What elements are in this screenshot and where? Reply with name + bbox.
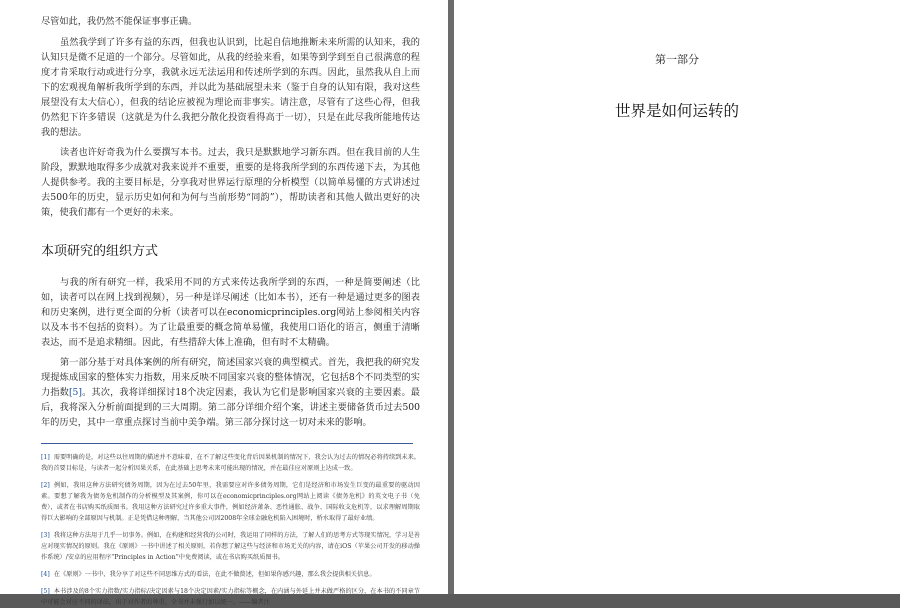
footnote [41, 586, 420, 608]
footnote [41, 530, 420, 563]
footnotes [41, 452, 420, 608]
paragraph: 与我的所有研究一样，我采用不同的方式来传达我所学到的东西，一种是简要阐述（比如，读者可以在网上找到视频），另一种是详尽阐述（比如本书），还有一种是通过更多的图表和历史案例，进行更全面的分析（读者可以在economicprinciples.org网站上参阅相关内容以及本书不包括的资料）。为了让最重要的概念简单易懂，我使用口语化的语言，侧重于清晰表达，而不是追求精细。因此，有些措辞大体上准确，但有时不太精确。 [41, 277, 420, 348]
left-page [0, 0, 448, 606]
footnote [41, 569, 420, 580]
footnote-number-link[interactable]: [4] [41, 571, 50, 578]
footnote [41, 480, 420, 524]
part-label: 第一部分 [655, 53, 699, 66]
footnote-text: 在《原则》一书中，我分享了对这些不同思维方式的看法，在此不做赘述，但如果你感兴趣，那么我会提供相关信息。 [53, 571, 376, 578]
footnote-number-link[interactable]: [1] [41, 454, 50, 461]
paragraph [41, 355, 420, 430]
right-page [454, 0, 900, 594]
footnote-number-link[interactable]: [3] [41, 532, 50, 539]
paragraph: 虽然我学到了许多有益的东西，但我也认识到，比起自信地推断未来所需的认知来，我的认知只是微不足道的一个部分。尽管如此，从我的经验来看，如果等到学到至自己很满意的程度才肯采取行动或进行分享，我就永远无法运用和传述所学到的东西。因此，虽然我从自上而下的宏观视角解析我所学到的东西，并以此为基础展望未来（鉴于自身的认知有限，我对这些展望没有太大信心），但我的结论应被视为理论而非事实。请注意，尽管有了这些心得，但我仍然犯下许多错误（这就是为什么我把分散化投资看得高于一切），只是在此尽我所能地传达我的想法。 [41, 37, 420, 138]
footnote-text: 我将这种方法用于几乎一切事务。例如，在构建和经营我的公司时，我运用了同样的方法，了解人们的思考方式等现实情况，学习是善应对现实情况的原则。我在《原则》一书中讲述了相关原则，若你想了解这些与经济和市场无关的内容，请在iOS（苹果公司开发的移动操作系统）/安卓的应用程序“Principles in Action”中免费阅读，或在书店购买纸质图书。 [41, 532, 420, 561]
part-title: 世界是如何运转的 [614, 102, 739, 120]
paragraph: 尽管如此，我仍然不能保证事事正确。 [41, 16, 198, 27]
footnote-divider [41, 443, 413, 444]
footnote-number-link[interactable]: [5] [41, 588, 50, 595]
footnote-ref-link[interactable]: [5] [68, 387, 82, 398]
paragraph-text: 第一部分基于对具体案例的所有研究，简述国家兴衰的典型模式。首先，我把我的研究发现提炼成国家的整体实力指数，用来反映不同国家兴衰的整体情况，它包括8个不同类型的实力指数 [41, 357, 420, 398]
footnote-text: 本书涉及的8个实力指数/实力指标/决定因素与18个决定因素/实力指标等概念，在内涵与外延上并未做严格的区分，在本书的不同章节中可能会对应不同的译法。出于对作者的尊重，全书并未强行加以统一。——编者注 [41, 588, 420, 606]
footnote-text: 需要明确的是，对这些以往周期的描述并不意味着，在不了解这些变化背后因果机制的情况下，我会认为过去的情况必将持续到未来。我的首要目标是，与读者一起分析因果关系，在此基础上思考未来可能出现的情况，并在最佳应对原则上达成一致。 [41, 454, 420, 472]
paragraph: 读者也许好奇我为什么要撰写本书。过去，我只是默默地学习新东西。但在我目前的人生阶段，默默地取得多少成就对我来说并不重要，重要的是将我所学到的东西传递下去，为其他人提供参考。我的主要目标是，分享我对世界运行原理的分析模型（以简单易懂的方式讲述过去500年的历史，显示历史如何和为何与当前形势“同韵”），帮助读者和其他人做出更好的决策，使我们都有一个更好的未来。 [41, 147, 420, 218]
section-heading: 本项研究的组织方式 [41, 244, 159, 259]
footnote-number-link[interactable]: [2] [41, 482, 50, 489]
footnote [41, 452, 420, 474]
paragraph-text: 。其次，我将详细探讨18个决定因素，我认为它们是影响国家兴衰的主要因素。最后，我将深入分析前面提到的三大周期。第二部分详细介绍个案，讲述主要储备货币过去500年的历史，其中一章重点探讨当前中美争端。第三部分探讨这一切对未来的影响。 [41, 387, 420, 428]
footnote-text: 例如，我用这种方法研究债务周期，因为在过去50年里，我需要应对许多债务周期，它们是经济和市场发生巨变的最重要的驱动因素。要想了解我为债务危机制作的分析模型及其案例，你可以在economicprinciples.org网站上阅读《债务危机》的英文电子书（免费），或者在书店购买纸质图书。我用这种方法研究过许多重大事件，例如经济萧条、恶性通胀、战争、国际收支危机等，以求理解周期取得巨大影响的全部原因与机制。正是凭借这种理解，当其他公司因2008年全球金融危机陷入困境时，桥水取得了最好业绩。 [41, 482, 420, 522]
